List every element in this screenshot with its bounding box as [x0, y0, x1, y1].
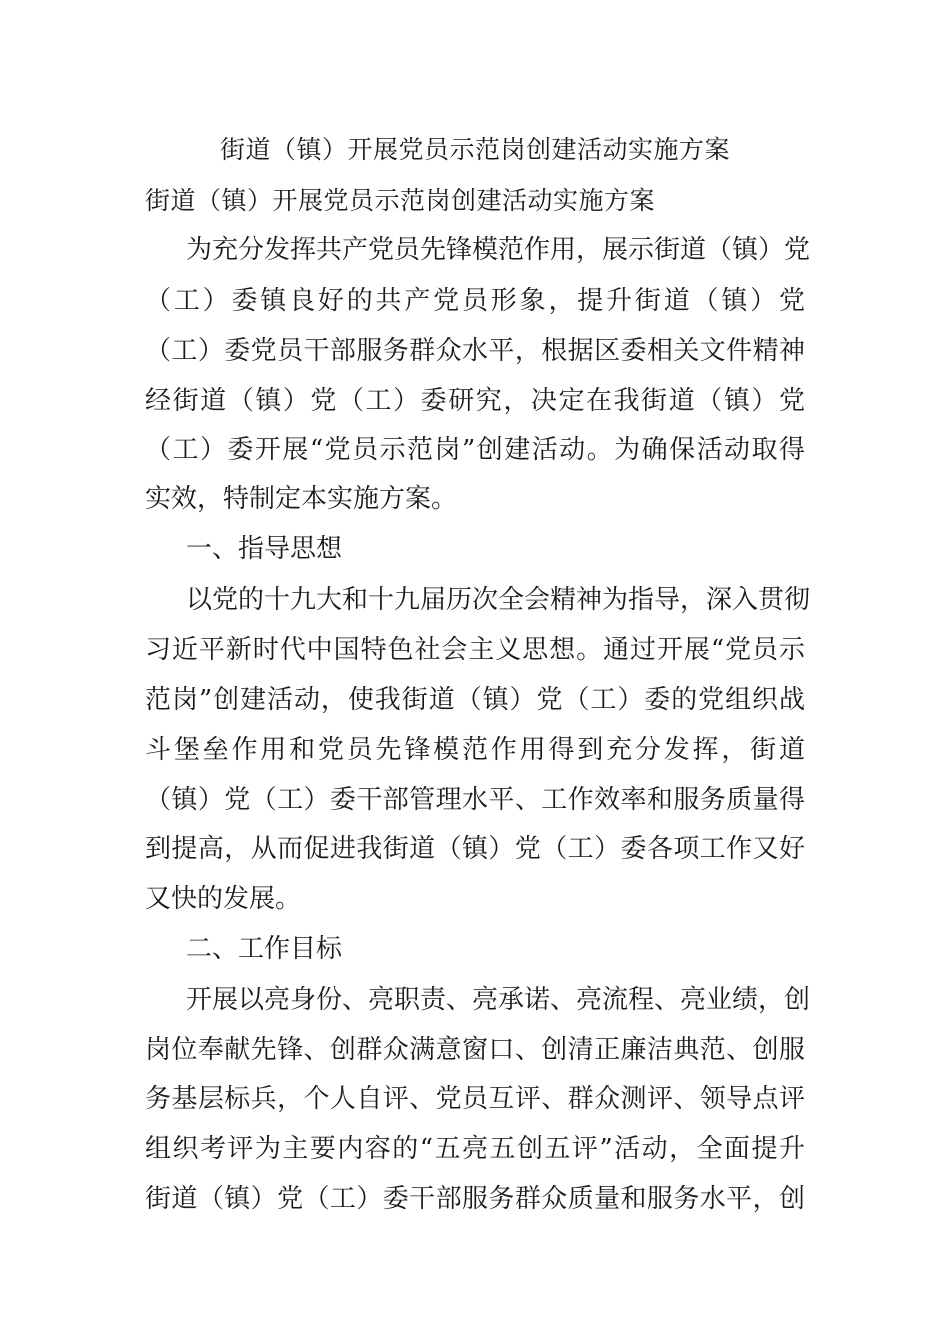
- section1-line-5: （镇）党（工）委干部管理水平、工作效率和服务质量得: [145, 785, 805, 815]
- section2-line-5: 街道（镇）党（工）委干部服务群众质量和服务水平，创: [145, 1184, 805, 1214]
- section2-line-2: 岗位奉献先锋、创群众满意窗口、创清正廉洁典范、创服: [145, 1035, 805, 1065]
- section2-line-3: 务基层标兵，个人自评、党员互评、群众测评、领导点评: [145, 1084, 805, 1114]
- section1-line-1: 以党的十九大和十九届历次全会精神为指导，深入贯彻: [186, 585, 811, 615]
- section2-line-4: 组织考评为主要内容的“五亮五创五评”活动，全面提升: [145, 1134, 805, 1164]
- intro-line-5: （工）委开展“党员示范岗”创建活动。为确保活动取得: [145, 435, 805, 465]
- section-heading-guiding-ideology: 一、指导思想: [186, 534, 343, 564]
- intro-line-4: 经街道（镇）党（工）委研究，决定在我街道（镇）党: [145, 386, 805, 416]
- section2-line-1: 开展以亮身份、亮职责、亮承诺、亮流程、亮业绩，创: [186, 985, 811, 1015]
- section1-line-2: 习近平新时代中国特色社会主义思想。通过开展“党员示: [145, 635, 805, 665]
- section1-line-3: 范岗”创建活动，使我街道（镇）党（工）委的党组织战: [145, 685, 805, 715]
- intro-line-3: （工）委党员干部服务群众水平，根据区委相关文件精神: [145, 336, 805, 366]
- section1-line-6: 到提高，从而促进我街道（镇）党（工）委各项工作又好: [145, 834, 805, 864]
- section-heading-work-goals: 二、工作目标: [186, 934, 343, 964]
- intro-line-1: 为充分发挥共产党员先锋模范作用，展示街道（镇）党: [186, 235, 811, 265]
- document-subtitle: 街道（镇）开展党员示范岗创建活动实施方案: [145, 186, 656, 215]
- section1-line-7: 又快的发展。: [145, 884, 302, 914]
- intro-line-6: 实效，特制定本实施方案。: [145, 484, 458, 514]
- document-title: 街道（镇）开展党员示范岗创建活动实施方案: [219, 135, 730, 164]
- section1-line-4: 斗堡垒作用和党员先锋模范作用得到充分发挥，街道: [145, 735, 805, 765]
- intro-line-2: （工）委镇良好的共产党员形象，提升街道（镇）党: [145, 286, 805, 316]
